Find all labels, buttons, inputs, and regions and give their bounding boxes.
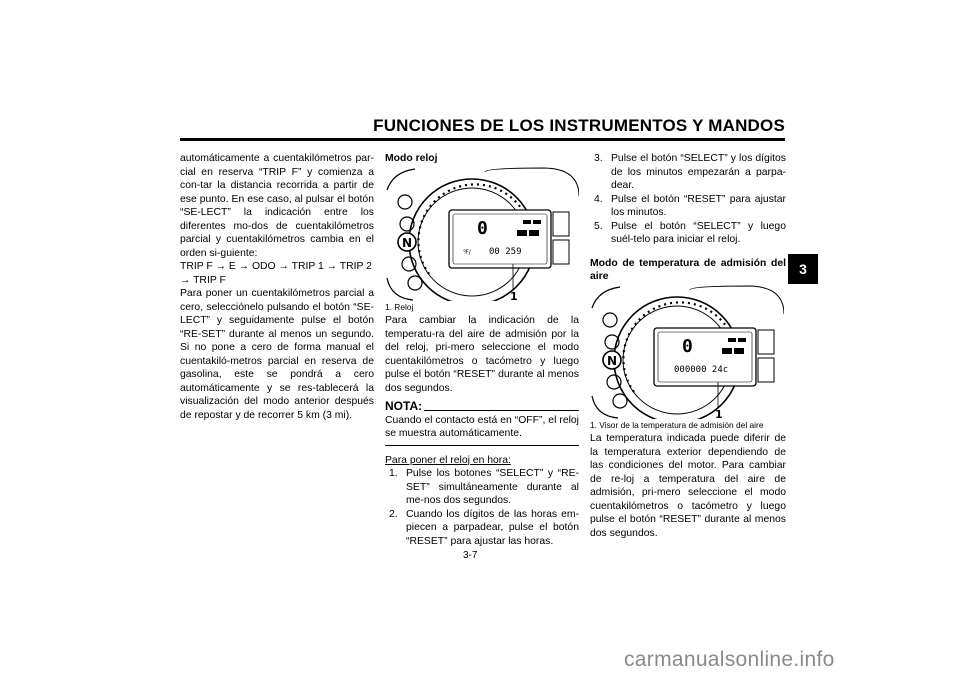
section-tab: 3 — [788, 254, 818, 284]
svg-text:0: 0 — [682, 335, 693, 357]
list-item: 1. Pulse los botones “SELECT” y “RE-SET” simultáneamente durante al me-nos dos segundos. — [389, 468, 579, 506]
figure-caption-intake-temp: 1. Visor de la temperatura de admisión del aire — [590, 419, 764, 430]
svg-text:0: 0 — [477, 217, 488, 239]
list-item: 5. Pulse el botón “SELECT” y luego suél-telo para iniciar el reloj. — [594, 220, 786, 245]
column-3 — [590, 152, 786, 540]
watermark: carmanualsonline.info — [624, 648, 835, 671]
set-time-steps — [385, 467, 579, 548]
col1-paragraph-3: Para poner un cuentakilómetros parcial a cero, selecciónelo pulsando el botón “SE-LECT” y seguidamente pulse el botón “RE-SET” durante al menos un segundo. Si no pone a cero de forma manual el cuentakiló-metros parcial en reserva de gasolina, este se pondrá a cero automáticamente y se res-tablecerá la visualización del modo anterior después de repostar y de recorrer 5 km (3 mi). — [180, 288, 374, 421]
nota-heading — [385, 400, 579, 414]
column-1 — [180, 152, 374, 422]
instrument-panel-intake-temp-figure — [590, 284, 784, 419]
set-time-steps-continued — [590, 152, 786, 247]
col1-paragraph-2: TRIP F → E → ODO → TRIP 1 → TRIP 2 → TRIP F — [180, 261, 372, 286]
col2-paragraph-1: Para cambiar la indicación de la temperatu-ra del aire de admisión por la del reloj, pri-mero seleccione el modo cuentakilómetros o tacómetro y luego pulse el botón “RESET” durante al menos dos segundos. — [385, 315, 579, 394]
figure-callout-1: 1 — [510, 289, 518, 301]
svg-text:00 259: 00 259 — [489, 246, 522, 257]
svg-text:N: N — [402, 235, 413, 250]
header-rule — [180, 138, 785, 141]
list-item: 2. Cuando los dígitos de las horas em-piecen a parpadear, pulse el botón “RESET” para ajustar las horas. — [389, 508, 579, 547]
nota-text: Cuando el contacto está en “OFF”, el reloj se muestra automáticamente. — [385, 414, 579, 439]
clock-mode-heading: Modo reloj — [385, 153, 438, 164]
nota-rule — [424, 410, 579, 411]
svg-text:℉/: ℉/ — [463, 248, 471, 256]
figure-caption-clock: 1. Reloj — [385, 301, 414, 312]
col3-paragraph-1: La temperatura indicada puede diferir de la temperatura exterior dependiendo de las condiciones del motor. Para cambiar de re-loj a temperatura del aire de admisión, pri-mero seleccione el modo cuentakilómetros o tacómetro y luego pulse el botón “RESET” durante al menos dos segundos. — [590, 433, 786, 539]
set-time-title: Para poner el reloj en hora: — [385, 454, 511, 466]
intake-temp-heading: Modo de temperatura de admisión del aire — [590, 257, 786, 282]
page-header-title: FUNCIONES DE LOS INSTRUMENTOS Y MANDOS — [373, 116, 785, 135]
list-item: 3. Pulse el botón “SELECT” y los dígitos de los minutos empezarán a parpa-dear. — [594, 153, 786, 191]
svg-text:N: N — [607, 353, 618, 368]
list-item: 4. Pulse el botón “RESET” para ajustar los minutos. — [594, 193, 786, 218]
col1-paragraph-1: automáticamente a cuentakilómetros par-cial en reserva “TRIP F” y comienza a con-tar la distancia recorrida a partir de ese punto. En ese caso, al pulsar el botón “SE-LECT” la indicación entre los diferentes mo-dos de cuentakilómetros parcial y cuentakilómetros cambia en el orden si-guiente: — [180, 153, 374, 259]
instrument-panel-clock-figure — [385, 166, 579, 301]
column-2 — [385, 152, 579, 548]
figure-callout-1: 1 — [715, 407, 723, 419]
page-number: 3-7 — [463, 550, 478, 561]
nota-end-rule — [385, 445, 579, 446]
svg-text:000000 24c: 000000 24c — [674, 364, 729, 375]
nota-label: NOTA: — [385, 399, 423, 413]
